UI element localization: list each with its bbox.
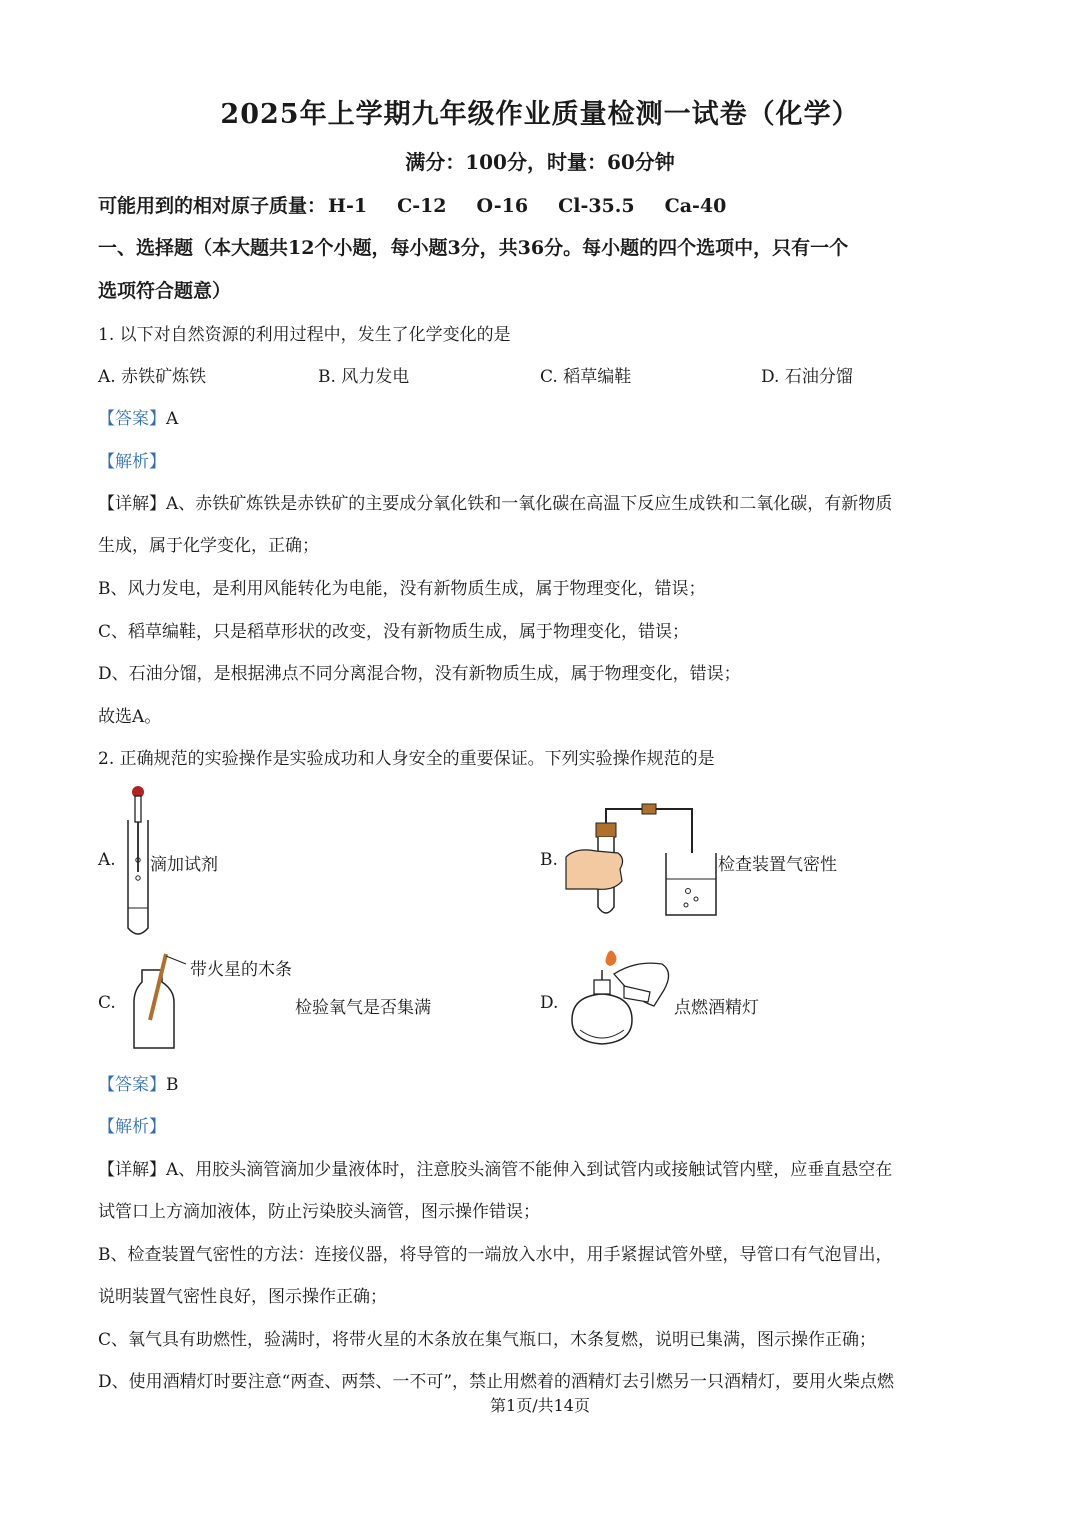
atomic-masses (98, 191, 756, 218)
atomic-mass-item: Ca-40 (664, 195, 727, 217)
atomic-mass-item: O-16 (476, 195, 529, 217)
atomic-masses-label: 可能用到的相对原子质量： (98, 195, 327, 217)
q2-detail-line: 试管口上方滴加液体，防止污染胶头滴管，图示操作错误； (98, 1202, 540, 1222)
q2-analysis-tag: 【解析】 (98, 1117, 166, 1137)
alcohol-lamp-illustration (566, 950, 686, 1058)
atomic-mass-item: Cl-35.5 (558, 195, 635, 217)
section-heading: 一、选择题（本大题共12个小题，每小题3分，共36分。每小题的四个选项中，只有一个 (98, 237, 849, 259)
q2-detail-line: B、检查装置气密性的方法：连接仪器，将导管的一端放入水中，用手紧握试管外壁，导管口有气泡冒出， (98, 1245, 893, 1265)
atomic-mass-item: C-12 (397, 195, 447, 217)
q1-detail-line: D、石油分馏，是根据沸点不同分离混合物，没有新物质生成，属于物理变化，错误； (98, 664, 741, 684)
answer-tag: 【答案】 (98, 1075, 166, 1095)
q2-option-b-letter: B. (540, 850, 558, 870)
q2-option-a-caption: 滴加试剂 (150, 855, 218, 875)
q2-detail-line: 说明装置气密性良好，图示操作正确； (98, 1287, 387, 1307)
q2-answer: B (166, 1075, 179, 1095)
q1-answer: A (166, 409, 179, 429)
q1-option-d: D. 石油分馏 (761, 367, 853, 387)
q1-detail-line: C、稻草编鞋，只是稻草形状的改变，没有新物质生成，属于物理变化，错误； (98, 622, 690, 642)
q2-option-d-letter: D. (540, 993, 559, 1013)
q2-option-b-caption: 检查装置气密性 (718, 855, 837, 875)
q2-detail-line: C、氧气具有助燃性，验满时，将带火星的木条放在集气瓶口，木条复燃，说明已集满，图示操作正确； (98, 1330, 877, 1350)
section-heading-cont: 选项符合题意） (98, 280, 232, 302)
page-title: 2025年上学期九年级作业质量检测一试卷（化学） (220, 99, 860, 130)
q2-option-d-caption: 点燃酒精灯 (674, 998, 759, 1018)
q2-detail-line: D、使用酒精灯时要注意“两查、两禁、一不可”，禁止用燃着的酒精灯去引燃另一只酒精灯，要用火柴点燃 (98, 1372, 895, 1392)
q1-detail-line: 【详解】A、赤铁矿炼铁是赤铁矿的主要成分氧化铁和一氧化碳在高温下反应生成铁和二氧化碳，有新物质 (98, 494, 893, 514)
page-footer: 第1页/共14页 (490, 1396, 590, 1415)
q2-option-c-letter: C. (98, 993, 116, 1013)
answer-tag: 【答案】 (98, 409, 166, 429)
q2-answer-line (98, 1070, 179, 1095)
q2-option-a-letter: A. (98, 850, 116, 870)
q2-detail-line: 【详解】A、用胶头滴管滴加少量液体时，注意胶头滴管不能伸入到试管内或接触试管内壁，应垂直悬空在 (98, 1160, 893, 1180)
q1-stem: 1. 以下对自然资源的利用过程中，发生了化学变化的是 (98, 325, 511, 345)
exam-info: 满分：100分，时量：60分钟 (405, 150, 675, 174)
airtightness-check-illustration (566, 795, 726, 925)
q1-analysis-tag: 【解析】 (98, 452, 166, 472)
q1-option-c: C. 稻草编鞋 (540, 367, 632, 387)
q1-detail-line: 生成，属于化学变化，正确； (98, 536, 319, 556)
q2-option-c-splint-label: 带火星的木条 (190, 960, 292, 980)
q1-detail-line: 故选A。 (98, 707, 162, 727)
q1-detail-line: B、风力发电，是利用风能转化为电能，没有新物质生成，属于物理变化，错误； (98, 579, 706, 599)
q2-stem: 2. 正确规范的实验操作是实验成功和人身安全的重要保证。下列实验操作规范的是 (98, 749, 715, 769)
q2-option-c-caption: 检验氧气是否集满 (295, 998, 431, 1018)
q1-option-b: B. 风力发电 (318, 367, 410, 387)
q1-answer-line (98, 404, 178, 429)
q1-option-a: A. 赤铁矿炼铁 (98, 367, 207, 387)
gas-bottle-splint-illustration (128, 950, 198, 1060)
atomic-mass-item: H-1 (328, 195, 368, 217)
